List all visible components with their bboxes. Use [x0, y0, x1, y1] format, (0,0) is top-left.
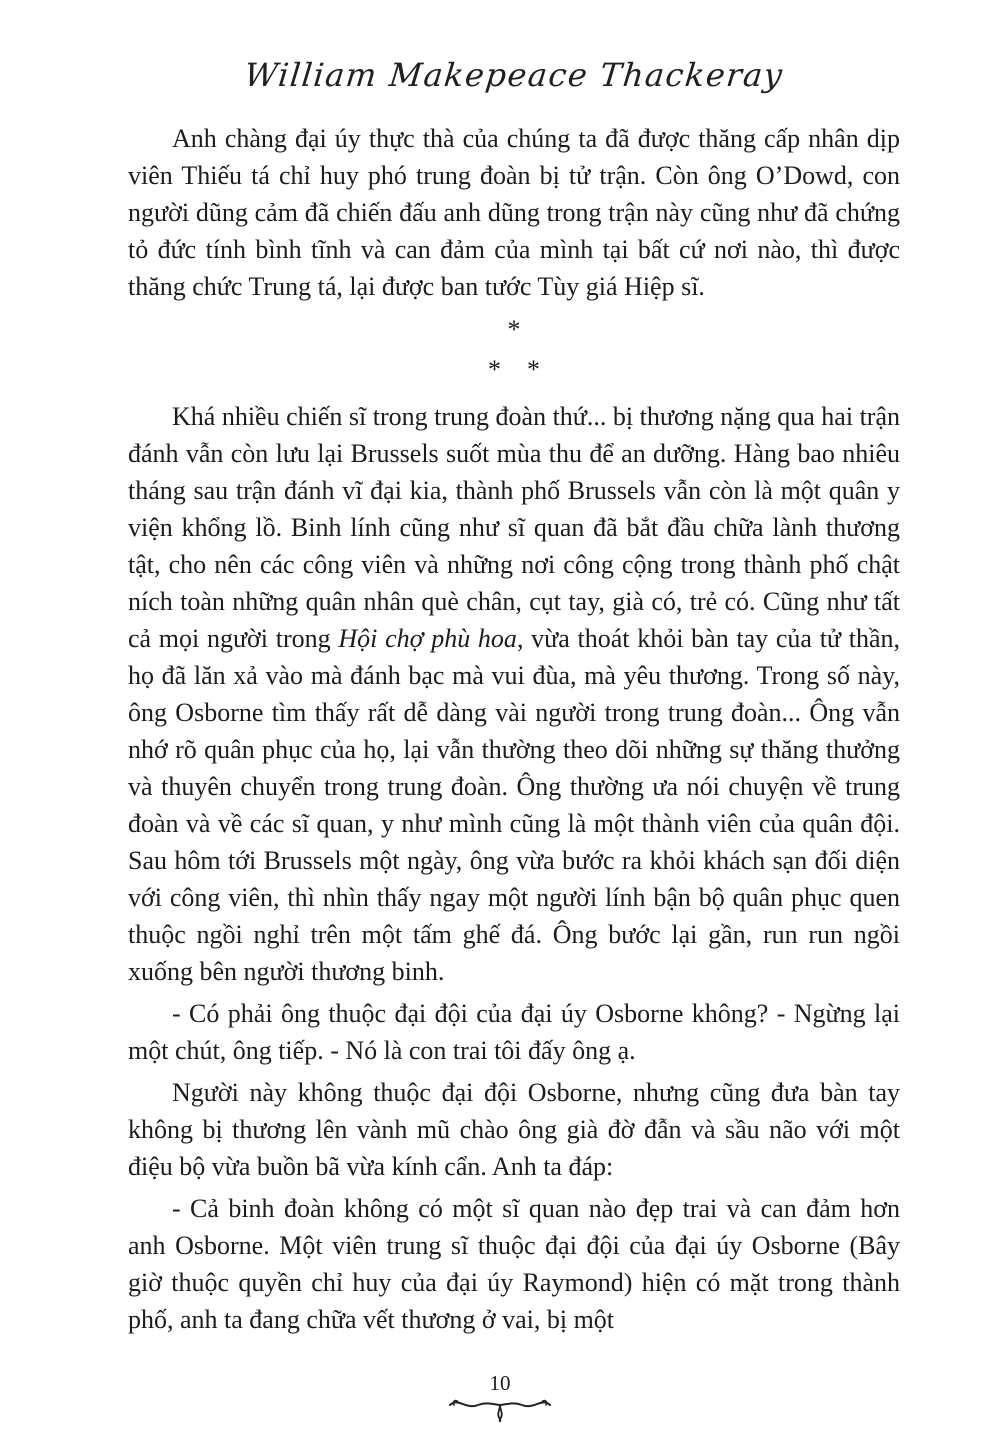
flourish-ornament-icon — [448, 1395, 552, 1425]
paragraph — [128, 1074, 900, 1185]
separator-asterisk-line: * — [507, 315, 521, 344]
paragraph — [128, 120, 900, 305]
italic-text-run: Hội chợ phù hoa — [338, 624, 517, 653]
author-signature: William Makepeace Thackeray — [242, 56, 786, 94]
page-footer — [0, 1371, 1000, 1425]
text-run: Khá nhiều chiến sĩ trong trung đoàn thứ... bị thương nặng qua hai trận đánh vẫn còn lưu lại Brussels suốt mùa thu để an dưỡng. Hàng bao nhiêu tháng sau trận đánh vĩ đại kia, thành phố Brussels vẫn còn là một quân y viện khổng lồ. Binh lính cũng như sĩ quan đã bắt đầu chữa lành thương tật, cho nên các công viên và những nơi công cộng trong thành phố chật ních toàn những quân nhân què chân, cụt tay, già có, trẻ có. Cũng như tất cả mọi người trong — [128, 402, 900, 653]
page-number: 10 — [489, 1371, 511, 1395]
text-run: - Cả binh đoàn không có một sĩ quan nào đẹp trai và can đảm hơn anh Osborne. Một viên trung sĩ thuộc đại đội của đại úy Osborne (Bây giờ thuộc quyền chỉ huy của đại úy Raymond) hiện có mặt trong thành phố, anh ta đang chữa vết thương ở vai, bị một — [128, 1194, 900, 1334]
text-run: Anh chàng đại úy thực thà của chúng ta đã được thăng cấp nhân dịp viên Thiếu tá chỉ huy phó trung đoàn bị tử trận. Còn ông O’Dowd, con người dũng cảm đã chiến đấu anh dũng trong trận này cũng như đã chứng tỏ đức tính bình tĩnh và can đảm của mình tại bất cứ nơi nào, thì được thăng chức Trung tá, lại được ban tước Tùy giá Hiệp sĩ. — [128, 124, 900, 301]
text-run: Người này không thuộc đại đội Osborne, nhưng cũng đưa bàn tay không bị thương lên vành mũ chào ông già đờ đẫn và sầu não với một điệu bộ vừa buồn bã vừa kính cẩn. Anh ta đáp: — [128, 1078, 900, 1181]
page-content — [128, 120, 900, 1338]
section-separator — [128, 310, 900, 390]
text-run: , vừa thoát khỏi bàn tay của tử thần, họ đã lăn xả vào mà đánh bạc mà vui đùa, mà yêu thương. Trong số này, ông Osborne tìm thấy rất dễ dàng vài người trong trung đoàn... Ông vẫn nhớ rõ quân phục của họ, lại vẫn thường theo dõi những sự thăng thưởng và thuyên chuyển trong trung đoàn. Ông thường ưa nói chuyện về trung đoàn và về các sĩ quan, y như mình cũng là một thành viên của quân đội. Sau hôm tới Brussels một ngày, ông vừa bước ra khỏi khách sạn đối diện với công viên, thì nhìn thấy ngay một người lính bận bộ quân phục quen thuộc ngồi nghỉ trên một tấm ghế đá. Ông bước lại gần, run run ngồi xuống bên người thương binh. — [128, 624, 900, 986]
paragraph — [128, 995, 900, 1069]
paragraph — [128, 398, 900, 990]
text-run: - Có phải ông thuộc đại đội của đại úy Osborne không? - Ngừng lại một chút, ông tiếp. - Nó là con trai tôi đấy ông ạ. — [128, 999, 900, 1065]
paragraph — [128, 1190, 900, 1338]
separator-asterisk-line: * * — [488, 355, 540, 384]
